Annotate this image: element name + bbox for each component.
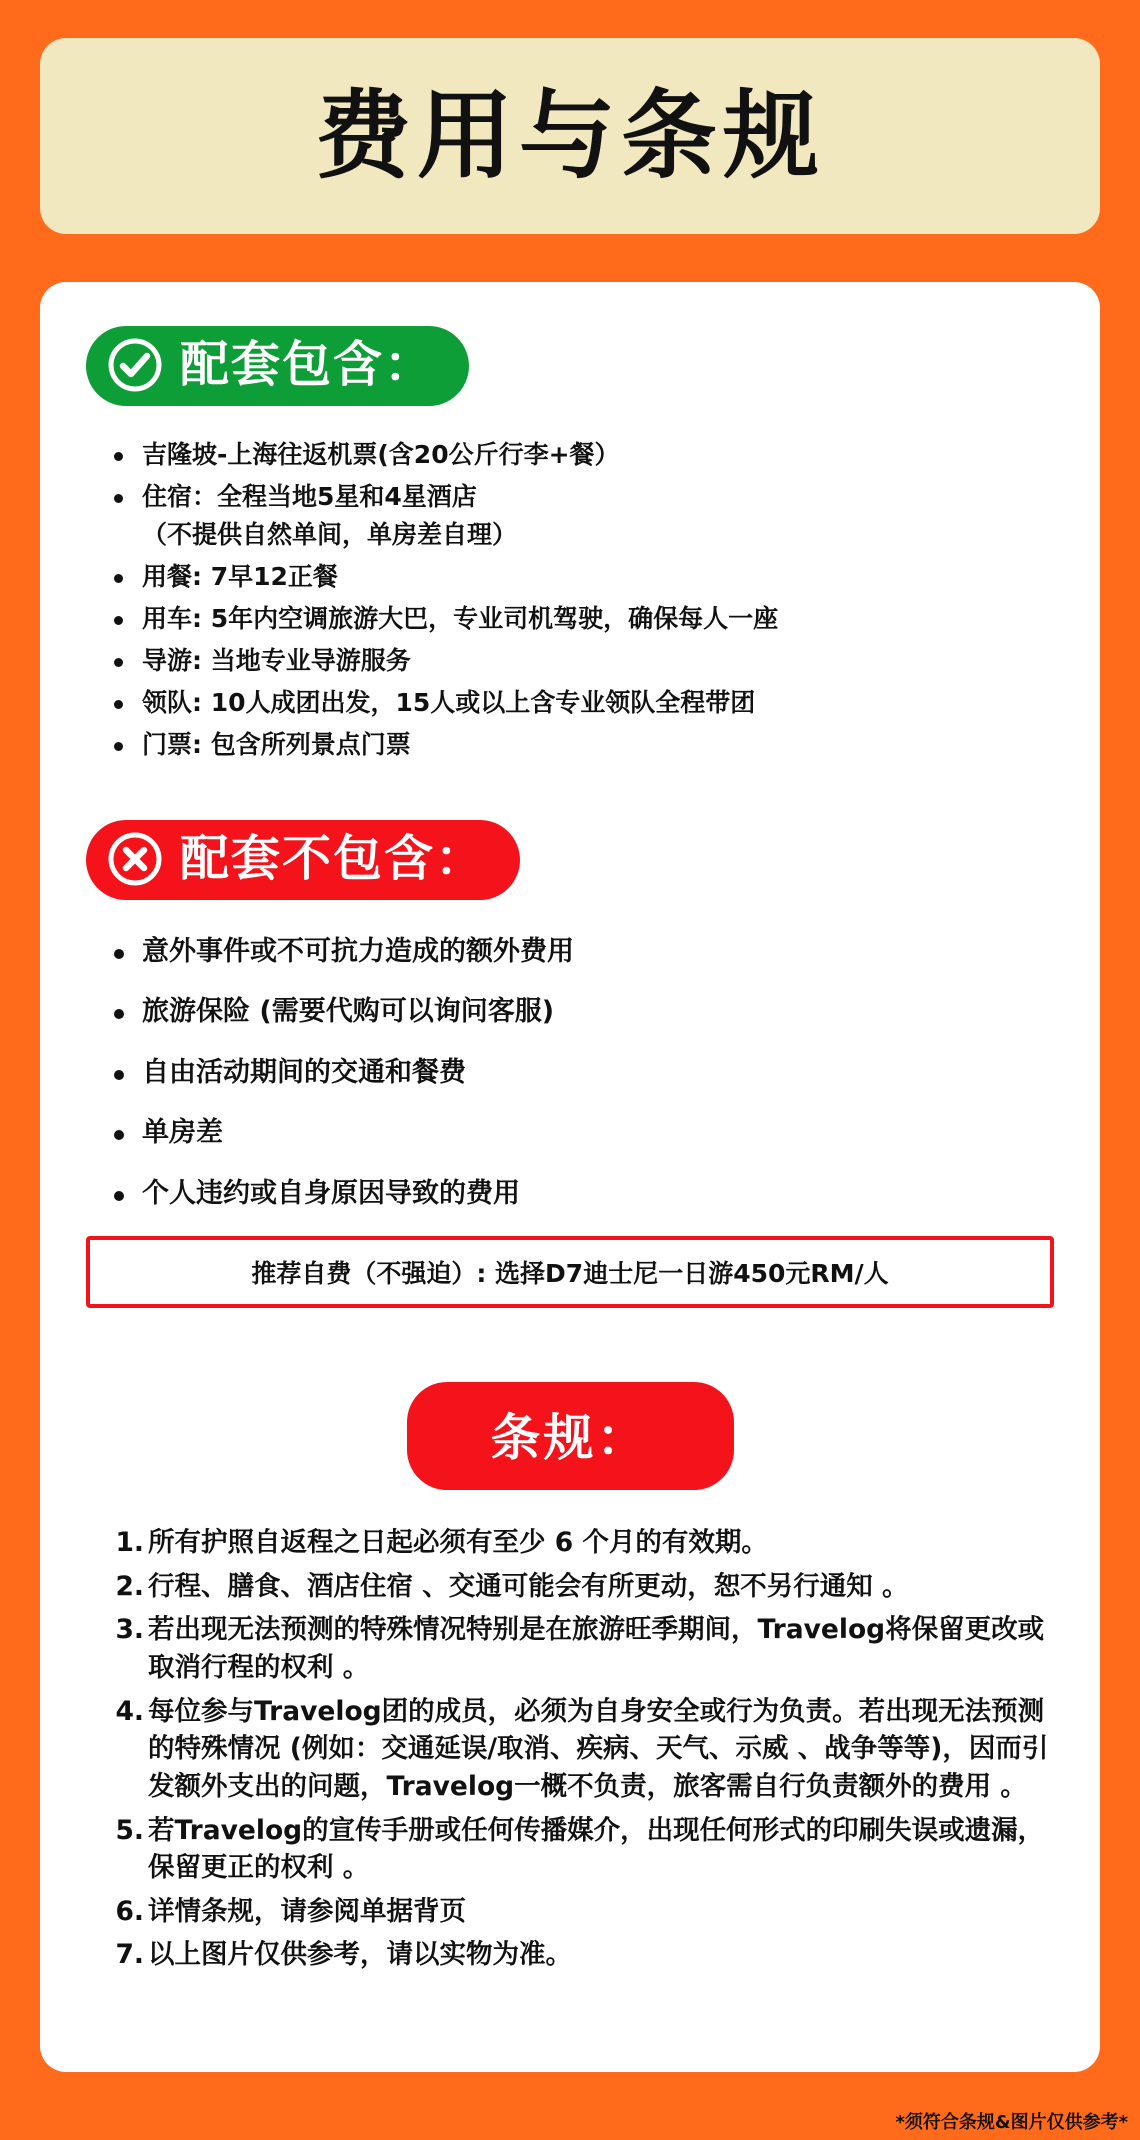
list-item — [148, 1936, 1054, 1974]
list-item — [142, 994, 1054, 1030]
included-item-text: 用餐: 7早12正餐 — [142, 562, 338, 591]
excluded-item-text: 个人违约或自身原因导致的费用 — [142, 1177, 520, 1209]
terms-item-text: 若Travelog的宣传手册或任何传播媒介，出现任何形式的印刷失误或遗漏，保留更正的权利 。 — [148, 1814, 1045, 1884]
included-item-text: 领队: 10人成团出发，15人或以上含专业领队全程带团 — [142, 688, 756, 717]
list-item — [142, 1055, 1054, 1091]
excluded-item-text: 自由活动期间的交通和餐费 — [142, 1056, 466, 1088]
list-item — [142, 558, 1054, 596]
content-card — [40, 282, 1100, 2072]
excluded-heading-label: 配套不包含： — [180, 830, 487, 888]
optional-expense-note — [86, 1236, 1054, 1308]
list-item — [142, 684, 1054, 722]
list-item — [142, 1115, 1054, 1151]
list-item — [142, 642, 1054, 680]
list-item — [148, 1524, 1054, 1562]
excluded-item-text: 单房差 — [142, 1117, 223, 1149]
cross-circle-icon — [108, 832, 162, 886]
check-circle-icon — [108, 338, 162, 392]
list-item — [142, 934, 1054, 970]
list-item — [142, 436, 1054, 474]
list-item — [142, 478, 1054, 554]
included-heading-label: 配套包含： — [180, 336, 436, 394]
included-item-text: 住宿：全程当地5星和4星酒店 — [142, 482, 477, 511]
terms-item-text: 以上图片仅供参考，请以实物为准。 — [148, 1939, 572, 1971]
terms-item-text: 若出现无法预测的特殊情况特别是在旅游旺季期间，Travelog将保留更改或取消行程的权利 。 — [148, 1614, 1045, 1684]
terms-list — [86, 1524, 1054, 1974]
included-item-subtext: （不提供自然单间，单房差自理） — [142, 520, 518, 549]
included-list — [86, 436, 1054, 764]
list-item — [148, 1611, 1054, 1686]
included-item-text: 门票: 包含所列景点门票 — [142, 730, 411, 759]
list-item — [148, 1693, 1054, 1806]
terms-item-text: 所有护照自返程之日起必须有至少 6 个月的有效期。 — [148, 1527, 768, 1559]
list-item — [148, 1893, 1054, 1931]
optional-expense-note-text: 推荐自费（不强迫）: 选择D7迪士尼一日游450元RM/人 — [251, 1259, 889, 1289]
excluded-heading — [86, 820, 520, 900]
terms-item-text: 详情条规，请参阅单据背页 — [148, 1895, 466, 1927]
terms-item-text: 每位参与Travelog团的成员，必须为自身安全或行为负责。若出现无法预测的特殊情况 (例如：交通延误/取消、疾病、天气、示威 、战争等等)，因而引发额外支出的问题，Travelog一概不负责，旅客需自行负责额外的费用 。 — [148, 1695, 1049, 1802]
list-item — [148, 1568, 1054, 1606]
footer-disclaimer: *须符合条规&图片仅供参考* — [895, 2112, 1128, 2133]
included-heading — [86, 326, 469, 406]
list-item — [142, 600, 1054, 638]
page-title: 费用与条规 — [315, 80, 825, 192]
included-item-text: 导游: 当地专业导游服务 — [142, 646, 411, 675]
included-item-text: 用车: 5年内空调旅游大巴，专业司机驾驶，确保每人一座 — [142, 604, 779, 633]
list-item — [148, 1812, 1054, 1887]
excluded-item-text: 意外事件或不可抗力造成的额外费用 — [142, 936, 574, 967]
list-item — [142, 1176, 1054, 1212]
terms-item-text: 行程、膳食、酒店住宿 、交通可能会有所更动，恕不另行通知 。 — [148, 1570, 909, 1602]
excluded-item-text: 旅游保险 (需要代购可以询问客服) — [142, 996, 555, 1028]
list-item — [142, 726, 1054, 764]
excluded-list — [86, 934, 1054, 1212]
terms-heading-label: 条规： — [407, 1382, 734, 1490]
terms-heading — [86, 1382, 1054, 1490]
included-item-text: 吉隆坡-上海往返机票(含20公斤行李+餐） — [142, 440, 620, 469]
card-spacer — [86, 1980, 1054, 2010]
header-banner — [40, 38, 1100, 234]
